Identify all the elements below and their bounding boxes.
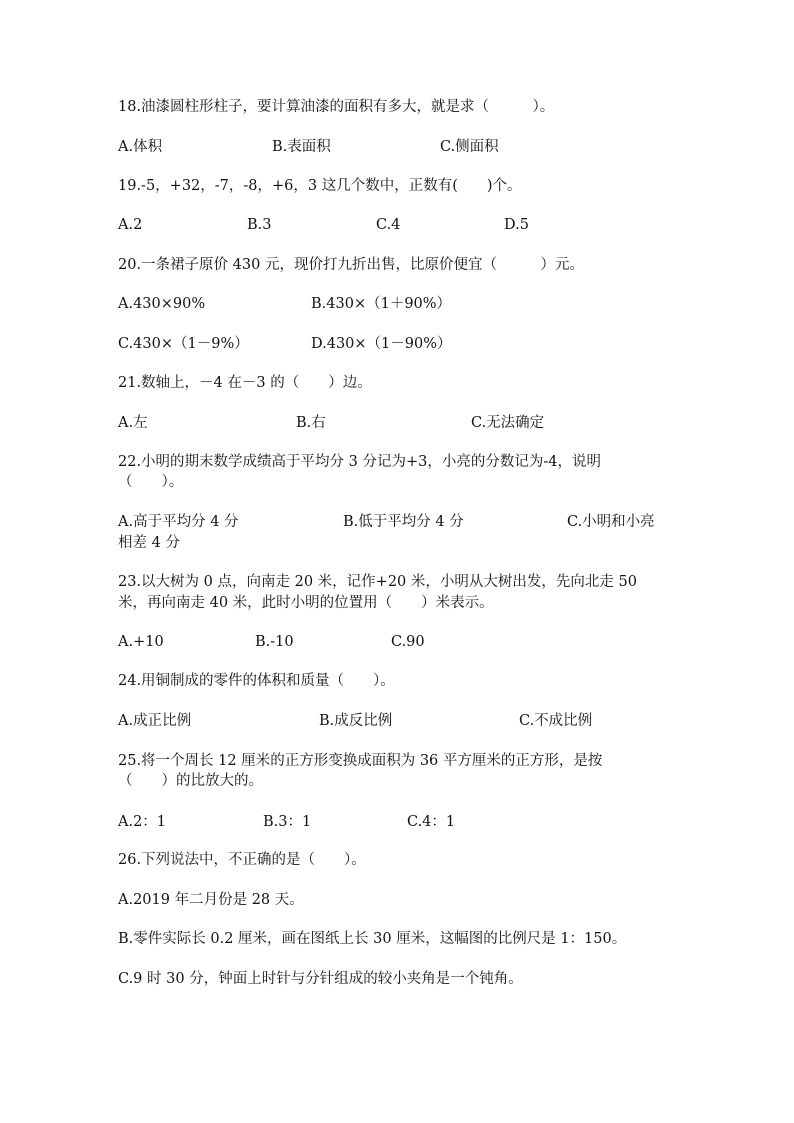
question-18-option-a: A.体积 [118, 139, 163, 155]
question-21-option-b: B.右 [296, 415, 326, 431]
question-22-option-b: B.低于平均分 4 分 [343, 514, 464, 530]
question-23-stem-line2: 米，再向南走 40 米，此时小明的位置用（ ）米表示。 [118, 595, 494, 611]
question-20-option-d: D.430×（1－90%） [311, 336, 452, 352]
question-19-option-b: B.3 [247, 217, 272, 233]
question-22-option-a: A.高于平均分 4 分 [118, 514, 239, 530]
question-20-option-b: B.430×（1＋90%） [311, 296, 452, 312]
question-23-option-c: C.90 [391, 634, 425, 650]
question-26-option-a: A.2019 年二月份是 28 天。 [118, 892, 304, 908]
question-24-option-b: B.成反比例 [319, 713, 393, 729]
question-26-stem: 26.下列说法中，不正确的是（ ）。 [118, 852, 366, 868]
question-20-option-a: A.430×90% [118, 296, 206, 312]
question-22-stem-line2: （ ）。 [118, 474, 184, 490]
question-26-option-b: B.零件实际长 0.2 厘米，画在图纸上长 30 厘米，这幅图的比例尺是 1：150。 [118, 931, 627, 947]
question-21-option-a: A.左 [118, 415, 148, 431]
question-21-stem: 21.数轴上，－4 在－3 的（ ）边。 [118, 375, 372, 391]
question-22-option-c: C.小明和小亮 [567, 514, 655, 530]
question-25-stem-line1: 25.将一个周长 12 厘米的正方形变换成面积为 36 平方厘米的正方形，是按 [118, 753, 603, 769]
question-25-stem-line2: （ ）的比放大的。 [118, 773, 263, 789]
question-19-stem: 19.-5，+32，-7，-8，+6，3 这几个数中，正数有( )个。 [118, 178, 522, 194]
question-20-option-c: C.430×（1－9%） [118, 336, 249, 352]
question-24-stem: 24.用铜制成的零件的体积和质量（ ）。 [118, 673, 395, 689]
question-25-option-a: A.2：1 [118, 814, 167, 830]
question-24-option-c: C.不成比例 [519, 713, 593, 729]
question-23-option-a: A.+10 [118, 634, 164, 650]
question-23-stem-line1: 23.以大树为 0 点，向南走 20 米，记作+20 米，小明从大树出发，先向北走 50 [118, 574, 637, 590]
question-18-option-c: C.侧面积 [440, 139, 499, 155]
question-23-option-b: B.-10 [255, 634, 294, 650]
question-26-option-c: C.9 时 30 分，钟面上时针与分针组成的较小夹角是一个钝角。 [118, 971, 523, 987]
question-19-option-a: A.2 [118, 217, 143, 233]
question-18-option-b: B.表面积 [272, 139, 331, 155]
question-19-option-d: D.5 [504, 217, 529, 233]
question-19-option-c: C.4 [376, 217, 401, 233]
question-22-stem-line1: 22.小明的期末数学成绩高于平均分 3 分记为+3，小亮的分数记为-4，说明 [118, 454, 602, 470]
question-25-option-c: C.4：1 [407, 814, 456, 830]
question-18-stem: 18.油漆圆柱形柱子，要计算油漆的面积有多大，就是求（ ）。 [118, 99, 555, 115]
question-21-option-c: C.无法确定 [471, 415, 545, 431]
question-24-option-a: A.成正比例 [118, 713, 192, 729]
question-22-option-c-continued: 相差 4 分 [118, 535, 180, 551]
question-25-option-b: B.3：1 [263, 814, 312, 830]
question-20-stem: 20.一条裙子原价 430 元，现价打九折出售，比原价便宜（ ）元。 [118, 257, 584, 273]
